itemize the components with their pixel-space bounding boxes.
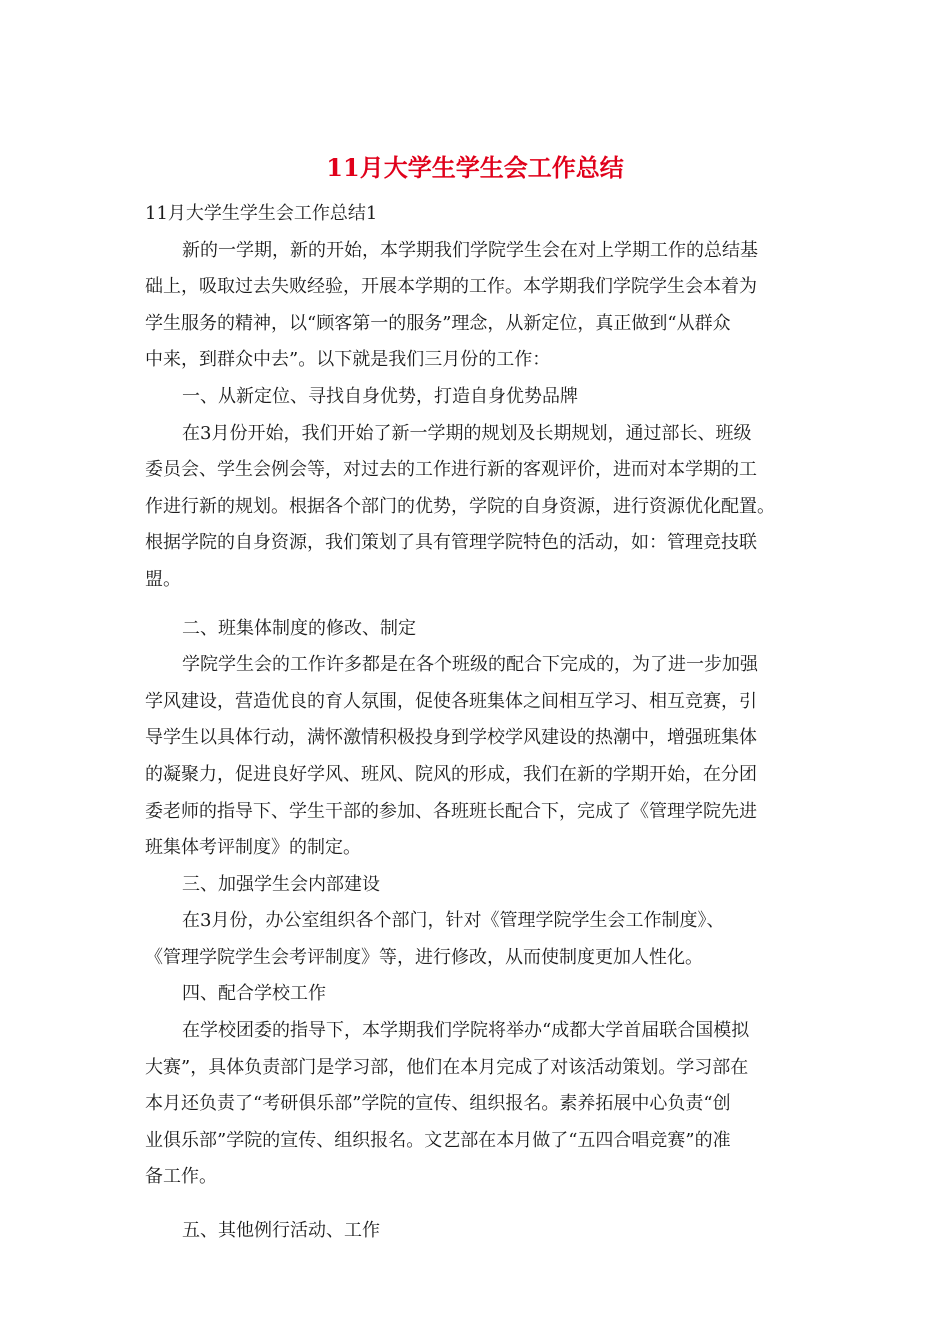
paragraph-line: 业俱乐部”学院的宣传、组织报名。文艺部在本月做了“五四合唱竞赛”的准 — [145, 1129, 731, 1151]
section-heading: 二、班集体制度的修改、制定 — [182, 617, 416, 639]
document-title: 11月大学生学生会工作总结 — [326, 153, 624, 182]
paragraph-line: 中来，到群众中去”。以下就是我们三月份的工作： — [145, 349, 551, 371]
paragraph-line: 学生服务的精神，以“顾客第一的服务”理念，从新定位，真正做到“从群众 — [145, 312, 731, 334]
paragraph-line: 委员会、学生会例会等，对过去的工作进行新的客观评价，进而对本学期的工 — [145, 459, 757, 481]
paragraph-gap — [145, 599, 813, 611]
paragraph-line: 委老师的指导下、学生干部的参加、各班班长配合下，完成了《管理学院先进 — [145, 800, 757, 822]
paragraph-line: 作进行新的规划。根据各个部门的优势，学院的自身资源，进行资源优化配置。 — [145, 495, 775, 517]
document-body — [145, 196, 813, 1250]
section-heading: 五、其他例行活动、工作 — [182, 1220, 380, 1242]
subtitle-line: 11月大学生学生会工作总结1 — [145, 203, 378, 224]
paragraph-line: 大赛”，具体负责部门是学习部，他们在本月完成了对该活动策划。学习部在 — [145, 1056, 749, 1078]
paragraph-line: 的凝聚力，促进良好学风、班风、院风的形成，我们在新的学期开始，在分团 — [145, 763, 757, 785]
paragraph-line: 班集体考评制度》的制定。 — [145, 837, 361, 859]
paragraph-line: 本月还负责了“考研俱乐部”学院的宣传、组织报名。素养拓展中心负责“创 — [145, 1093, 731, 1115]
section-heading: 四、配合学校工作 — [182, 983, 326, 1005]
paragraph-gap — [145, 1196, 813, 1213]
paragraph-line: 在学校团委的指导下，本学期我们学院将举办“成都大学首届联合国模拟 — [182, 1020, 750, 1042]
section-heading: 三、加强学生会内部建设 — [182, 873, 380, 895]
paragraph-line: 盟。 — [145, 568, 181, 590]
paragraph-line: 导学生以具体行动，满怀激情积极投身到学校学风建设的热潮中，增强班集体 — [145, 727, 757, 749]
paragraph-line: 学院学生会的工作许多都是在各个班级的配合下完成的，为了进一步加强 — [182, 654, 758, 676]
paragraph-line: 《管理学院学生会考评制度》等，进行修改，从而使制度更加人性化。 — [145, 946, 703, 968]
paragraph-line: 备工作。 — [145, 1166, 217, 1188]
paragraph-line: 新的一学期，新的开始，本学期我们学院学生会在对上学期工作的总结基 — [182, 239, 758, 261]
paragraph-line: 础上，吸取过去失败经验，开展本学期的工作。本学期我们学院学生会本着为 — [145, 276, 757, 298]
paragraph-line: 在3月份开始，我们开始了新一学期的规划及长期规划，通过部长、班级 — [182, 422, 752, 444]
section-heading: 一、从新定位、寻找自身优势，打造自身优势品牌 — [182, 385, 578, 407]
paragraph-line: 在3月份，办公室组织各个部门，针对《管理学院学生会工作制度》、 — [182, 910, 725, 932]
paragraph-line: 学风建设，营造优良的育人氛围，促使各班集体之间相互学习、相互竞赛，引 — [145, 690, 757, 712]
paragraph-line: 根据学院的自身资源，我们策划了具有管理学院特色的活动，如：管理竞技联 — [145, 532, 757, 554]
